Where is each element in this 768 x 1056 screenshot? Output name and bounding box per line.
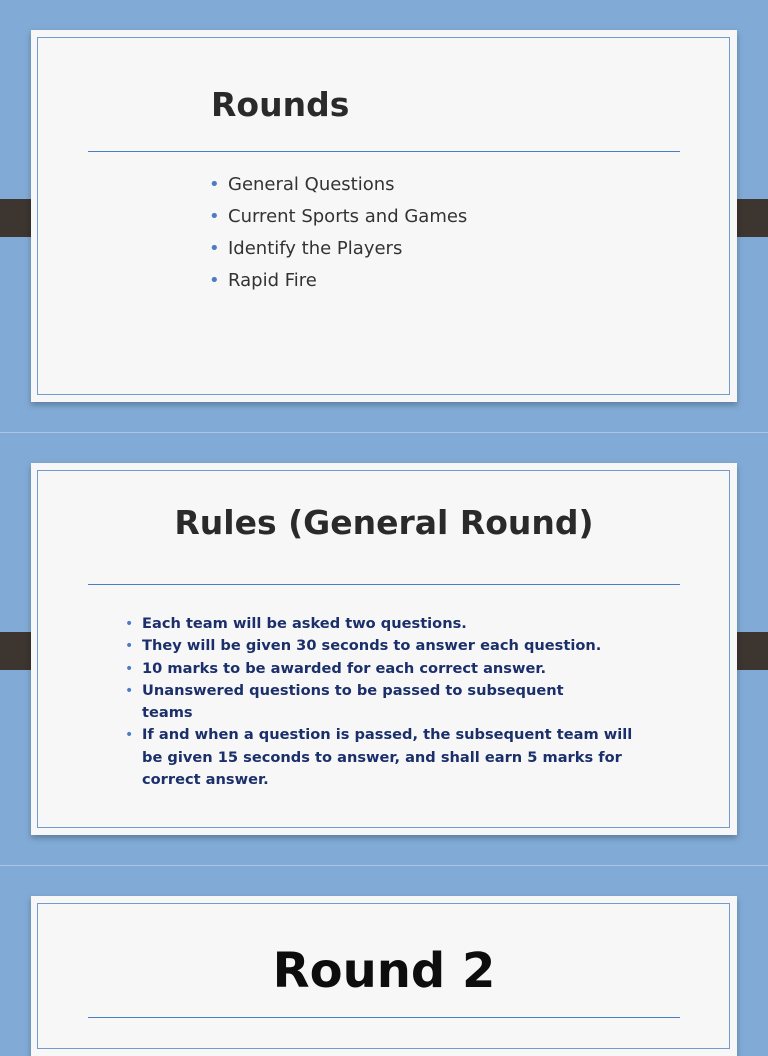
- slide-rules: [31, 463, 737, 835]
- bullet-icon: •: [125, 682, 134, 699]
- bullet-icon: •: [209, 270, 220, 291]
- list-item-text: Unanswered questions to be passed to subsequent teams: [142, 681, 564, 722]
- title-divider: [88, 1017, 680, 1018]
- bullet-list: [125, 613, 665, 791]
- slide-rounds: [31, 30, 737, 402]
- list-item: [209, 171, 467, 203]
- bullet-icon: •: [125, 727, 134, 744]
- list-item-text: They will be given 30 seconds to answer each question.: [142, 637, 602, 655]
- slide-title: Round 2: [272, 943, 496, 999]
- list-item: [125, 658, 665, 680]
- bullet-list: [209, 171, 467, 299]
- list-item-text: If and when a question is passed, the subsequent team will be given 15 seconds to answer, and shall earn 5 marks for correct answer.: [142, 726, 633, 789]
- list-item-text: 10 marks to be awarded for each correct answer.: [142, 659, 547, 677]
- band-separator: [0, 432, 768, 433]
- bullet-icon: •: [125, 660, 134, 677]
- list-item-text: Current Sports and Games: [228, 206, 468, 227]
- bullet-icon: •: [209, 206, 220, 227]
- bullet-icon: •: [125, 616, 134, 632]
- list-item: [125, 724, 657, 791]
- title-divider: [88, 151, 680, 152]
- bullet-icon: •: [125, 638, 134, 655]
- slide-round-2: [31, 896, 737, 1056]
- list-item-text: Identify the Players: [228, 238, 403, 259]
- list-item-text: Each team will be asked two questions.: [142, 615, 467, 632]
- slide-title: Rules (General Round): [174, 503, 594, 542]
- list-item: [125, 613, 665, 635]
- list-item: [209, 235, 467, 267]
- list-item: [125, 680, 612, 725]
- list-item-text: Rapid Fire: [228, 270, 317, 291]
- bullet-icon: •: [209, 174, 220, 195]
- slide-title: Rounds: [211, 85, 350, 124]
- band-separator: [0, 865, 768, 866]
- list-item: [209, 203, 467, 235]
- list-item: [209, 267, 467, 299]
- title-divider: [88, 584, 680, 585]
- bullet-icon: •: [209, 238, 220, 259]
- list-item: [125, 635, 665, 657]
- list-item-text: General Questions: [228, 174, 395, 195]
